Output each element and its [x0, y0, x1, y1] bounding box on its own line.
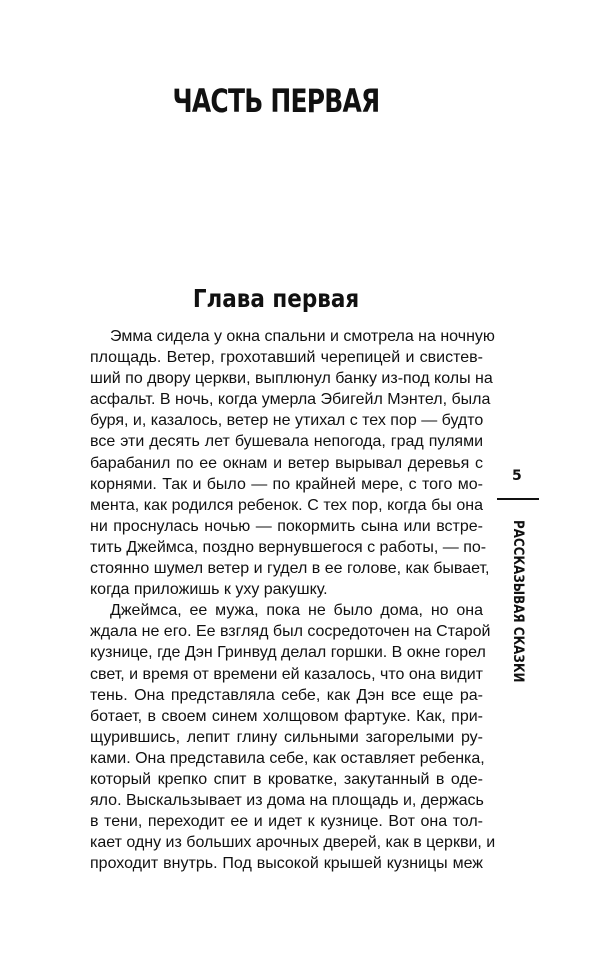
text-line: ни проснулась ночью — покормить сына или встре- [90, 517, 483, 535]
part-title: ЧАСТЬ ПЕРВАЯ [172, 82, 380, 120]
text-line: тень. Она представляла себе, как Дэн все еще ра- [90, 686, 483, 704]
text-line: кает одну из больших арочных дверей, как в церкви, и [90, 834, 496, 852]
running-title: РАССКАЗЫВАЯ СКАЗКИ [510, 520, 526, 683]
text-line: ками. Она представила себе, как оставляет ребенка, [90, 749, 485, 767]
text-line: площадь. Ветер, грохотавший черепицей и свистев- [90, 349, 483, 367]
body-text [70, 326, 496, 874]
text-line: щурившись, лепит глину сильными загорелыми ру- [90, 728, 483, 746]
paragraph [70, 600, 496, 874]
text-line: свет, и время от времени ей казалось, что она видит [90, 665, 483, 683]
text-line: асфальт. В ночь, когда умерла Эбигейл Мэнтел, была [90, 391, 491, 409]
paragraph [70, 326, 495, 600]
margin-rule [497, 498, 539, 500]
text-line: который крепко спит в кроватке, закутанный в оде- [90, 770, 483, 788]
text-line: тить Джеймса, поздно вернувшегося с работы, — по- [90, 538, 487, 556]
text-line: ший по двору церкви, выплюнул банку из-под колы на [90, 370, 493, 388]
text-line: когда приложишь к уху ракушку. [90, 581, 328, 599]
text-line: все эти десять лет бушевала непогода, град пулями [90, 433, 483, 451]
text-line: в тени, переходит ее и идет к кузнице. Вот она тол- [90, 813, 483, 831]
text-line: мента, как родился ребенок. С тех пор, когда бы она [90, 496, 483, 514]
chapter-title: Глава первая [192, 284, 360, 313]
text-line: яло. Выскальзывает из дома на площадь и, держась [90, 792, 484, 810]
text-line: кузнице, где Дэн Гринвуд делал горшки. В окне горел [90, 644, 486, 662]
text-line: корнями. Так и было — по крайней мере, с того мо- [90, 475, 483, 493]
text-line: Эмма сидела у окна спальни и смотрела на ночную [110, 328, 495, 345]
page-number: 5 [512, 468, 522, 484]
text-line: стоянно шумел ветер и гудел в ее голове, как бывает, [90, 560, 490, 578]
text-line: ждала не его. Ее взгляд был сосредоточен на Старой [90, 623, 491, 641]
text-line: барабанил по ее окнам и ветер вырывал деревья с [90, 454, 483, 472]
text-line: Джеймса, ее мужа, пока не было дома, но она [110, 602, 483, 620]
text-line: ботает, в своем синем холщовом фартуке. Как, при- [90, 707, 483, 725]
text-line: проходит внутрь. Под высокой крышей кузницы меж [90, 855, 483, 873]
text-line: буря, и, казалось, ветер не утихал с тех пор — будто [90, 412, 484, 430]
